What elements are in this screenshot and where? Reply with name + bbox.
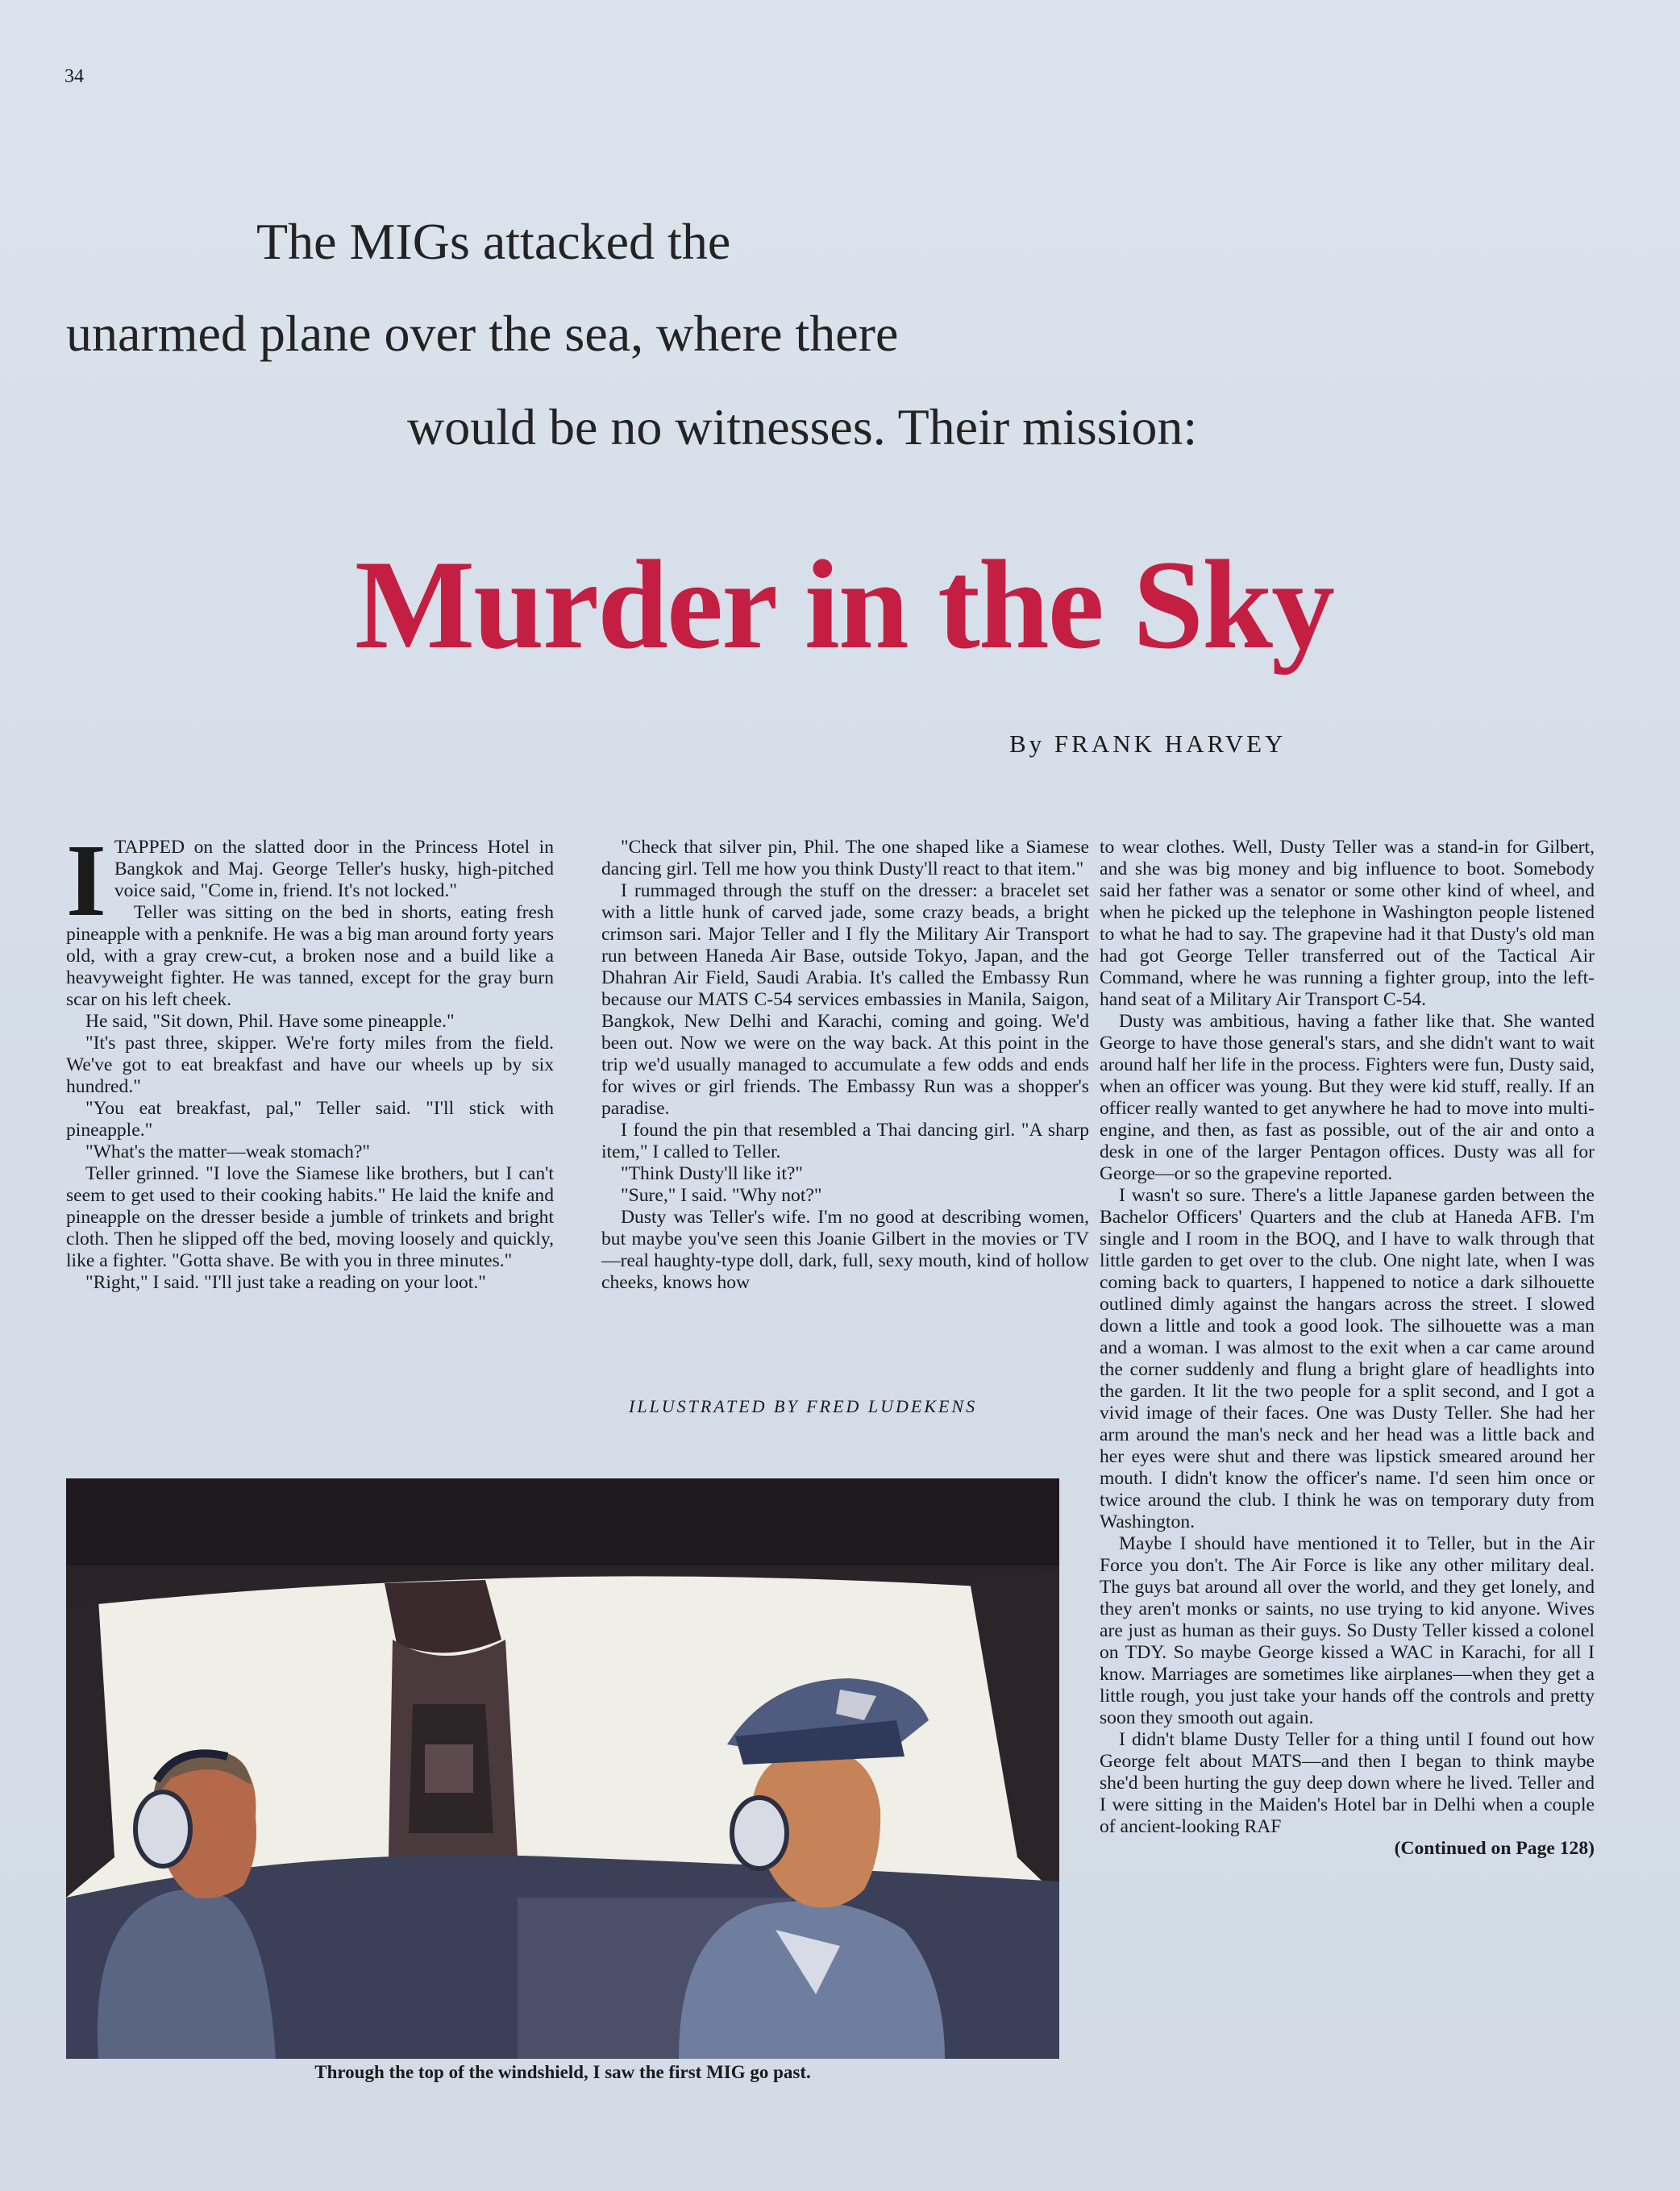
paragraph: Maybe I should have mentioned it to Teller, but in the Air Force you don't. The Air Force is like any other military deal. The guys bat around all over the world, and they get lonely, and they aren't monks or saints, no use trying to kid anyone. Wives are just as human as their guys. So Dusty Teller kissed a colonel on TDY. So maybe George kissed a WAC in Karachi, for all I know. Marriages are sometimes like airplanes—when they get a little rough, you just take your hands off the controls and pretty soon they smooth out again. (1100, 1533, 1595, 1728)
paragraph: I rummaged through the stuff on the dresser: a bracelet set with a little hunk of carved jade, some crazy beads, a bright crimson sari. Major Teller and I fly the Military Air Transport run between Haneda Air Base, outside Tokyo, Japan, and the Dhahran Air Field, Saudi Arabia. It's called the Embassy Run because our MATS C-54 services embassies in Manila, Saigon, Bangkok, New Delhi and Karachi, coming and going. We'd been out. Now we were on the way back. At this point in the trip we'd usually managed to accumulate a few odds and ends for wives or girl friends. The Embassy Run was a shopper's paradise. (601, 880, 1089, 1119)
cockpit-illustration (66, 1478, 1059, 2059)
paragraph: "It's past three, skipper. We're forty miles from the field. We've got to eat breakfast and have our wheels up by six hundred." (66, 1033, 554, 1097)
page-number: 34 (64, 66, 84, 87)
paragraph: "Sure," I said. "Why not?" (621, 1185, 822, 1206)
lead-paragraph (66, 823, 554, 938)
paragraph: "You eat breakfast, pal," Teller said. "I'll stick with pineapple." (66, 1098, 554, 1141)
byline: By FRANK HARVEY (1009, 730, 1287, 758)
drop-cap: I (66, 823, 106, 938)
deck-line-1: The MIGs attacked the (256, 213, 731, 270)
paragraph: I wasn't so sure. There's a little Japanese garden between the Bachelor Officers' Quarters and the club at Haneda AFB. I'm single and I room in the BOQ, and I have to walk through that little garden to get over to the club. One night late, when I was coming back to quarters, I happened to notice a dark silhouette outlined dimly against the hangars across the street. I slowed down a little and took a good look. The silhouette was a man and a woman. I was almost to the exit when a car came around the corner suddenly and flung a bright glare of headlights into the garden. It lit the two people for a split second, and I got a vivid image of their faces. One was Dusty Teller. She had her arm around the man's neck and her head was a little back and her eyes were shut and there was lipstick smeared around her mouth. I didn't know the officer's name. I'd seen him once or twice around the club. I think he was on temporary duty from Washington. (1100, 1185, 1595, 1532)
illustration-svg (66, 1478, 1059, 2059)
paragraph: "Think Dusty'll like it?" (621, 1163, 804, 1184)
column-1 (66, 823, 554, 1294)
continued-note (1100, 1838, 1595, 1860)
paragraph: "Right," I said. "I'll just take a reading on your loot." (85, 1272, 486, 1293)
column-2 (601, 837, 1089, 1294)
paragraph: "Check that silver pin, Phil. The one shaped like a Siamese dancing girl. Tell me how you think Dusty'll react to that item." (601, 837, 1089, 879)
illustration-caption: Through the top of the windshield, I saw the first MIG go past. (314, 2062, 811, 2082)
paragraph: Dusty was ambitious, having a father like that. She wanted George to have those general's stars, and she didn't want to wait around half her life in the process. Fighters were fun, Dusty said, when an officer was young. But they were kid stuff, really. If an officer really wanted to get anywhere he had to move into multi-engine, and then, as fast as possible, out of the air and onto a desk in one of the larger Pentagon offices. Dusty was all for George—or so the grapevine reported. (1100, 1011, 1595, 1184)
paragraph: to wear clothes. Well, Dusty Teller was a stand-in for Gilbert, and she was big money and big influence to boot. Somebody said her father was a senator or some other kind of wheel, and when he picked up the telephone in Washington people listened to what he had to say. The grapevine had it that Dusty's old man had got George Teller transferred out of the Tactical Air Command, where he was running a fighter group, into the left-hand seat of a Military Air Transport C-54. (1100, 837, 1595, 1010)
lead-text: TAPPED on the slatted door in the Princess Hotel in Bangkok and Maj. George Teller's husky, high-pitched voice said, "Come in, friend. It's not locked." (114, 837, 554, 901)
paragraph: Teller was sitting on the bed in shorts, eating fresh pineapple with a penknife. He was a big man around forty years old, with a gray crew-cut, a broken nose and a build like a heavyweight fighter. He was tanned, except for the gray burn scar on his left cheek. (66, 902, 554, 1010)
paragraph: Dusty was Teller's wife. I'm no good at describing women, but maybe you've seen this Joanie Gilbert in the movies or TV—real haughty-type doll, dark, full, sexy mouth, kind of hollow cheeks, knows how (601, 1207, 1089, 1293)
article-title: Murder in the Sky (355, 534, 1334, 676)
paragraph: I didn't blame Dusty Teller for a thing until I found out how George felt about MATS—and then I began to think maybe she'd been hurting the guy deep down where he lived. Teller and I were sitting in the Maiden's Hotel bar in Delhi when a couple of ancient-looking RAF (1100, 1729, 1595, 1837)
paragraph: He said, "Sit down, Phil. Have some pineapple." (85, 1011, 455, 1032)
illustration-credit: ILLUSTRATED BY FRED LUDEKENS (629, 1396, 978, 1416)
column-3 (1100, 837, 1595, 1860)
paragraph: Teller grinned. "I love the Siamese like brothers, but I can't seem to get used to their cooking habits." He laid the knife and pineapple on the dresser beside a jumble of trinkets and bright cloth. Then he slipped off the bed, moving loosely and quickly, like a fighter. "Gotta shave. Be with you in three minutes." (66, 1163, 554, 1271)
paragraph: I found the pin that resembled a Thai dancing girl. "A sharp item," I called to Teller. (601, 1120, 1089, 1162)
deck-line-3: would be no witnesses. Their mission: (407, 398, 1198, 455)
continued-text: (Continued on Page 128) (1394, 1838, 1595, 1859)
deck-line-2: unarmed plane over the sea, where there (66, 305, 899, 362)
paragraph: "What's the matter—weak stomach?" (85, 1141, 371, 1162)
